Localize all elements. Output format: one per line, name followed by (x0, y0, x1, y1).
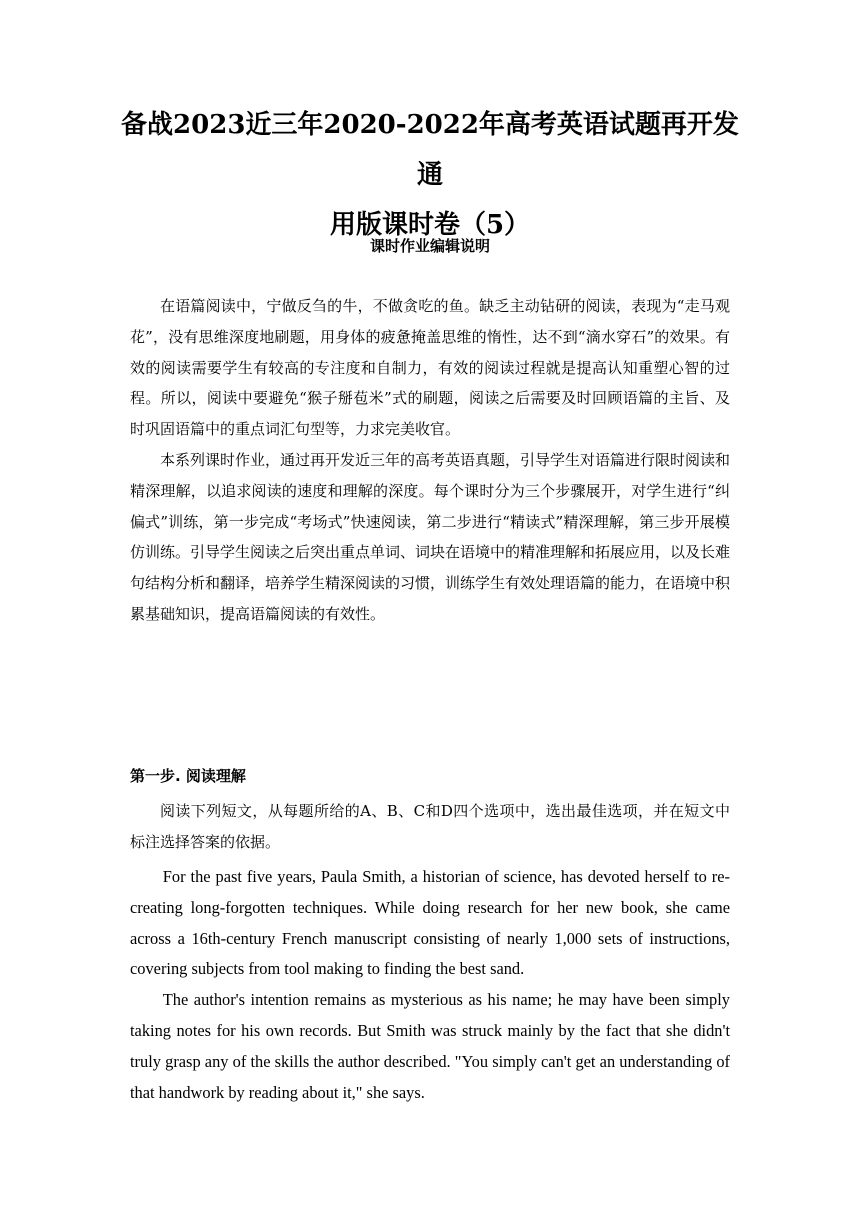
passage-paragraph: For the past five years, Paula Smith, a historian of science, has devoted herself to re-creating long-forgotten techniques. While doing research for her new book, she came across a 16th-century French manuscript consisting of nearly 1,000 sets of instructions, covering subjects from tool making to finding the best sand. (130, 867, 730, 979)
instruction-section (130, 796, 730, 858)
passage-paragraph: The author's intention remains as mysterious as his name; he may have been simply taking notes for his own records. But Smith was struck mainly by the fact that she didn't truly grasp any of the skills the author described. "You simply can't get an understanding of that handwork by reading about it," she says. (130, 990, 730, 1102)
editor-notes-heading: 课时作业编辑说明 (369, 237, 490, 255)
intro-section (130, 291, 730, 630)
intro-paragraph: 本系列课时作业，通过再开发近三年的高考英语真题，引导学生对语篇进行限时阅读和精深理解，以追求阅读的速度和理解的深度。每个课时分为三个步骤展开，对学生进行“纠偏式”训练，第一步完成“考场式”快速阅读，第二步进行“精读式”精深理解，第三步开展模仿训练。引导学生阅读之后突出重点单词、词块在语境中的精准理解和拓展应用，以及长难句结构分析和翻译，培养学生精深阅读的习惯，训练学生有效处理语篇的能力，在语境中积累基础知识，提高语篇阅读的有效性。 (130, 450, 731, 623)
section-title-step-1: 第一步. 阅读理解 (130, 767, 246, 785)
document-title (110, 100, 750, 250)
instruction-paragraph: 阅读下列短文，从每题所给的A、B、C和D四个选项中，选出最佳选项，并在短文中标注选择答案的依据。 (130, 802, 730, 851)
intro-paragraph: 在语篇阅读中，宁做反刍的牛，不做贪吃的鱼。缺乏主动钻研的阅读，表现为“走马观花”，没有思维深度地刷题，用身体的疲惫掩盖思维的惰性，达不到“滴水穿石”的效果。有效的阅读需要学生有较高的专注度和自制力，有效的阅读过程就是提高认知重塑心智的过程。所以，阅读中要避免“猴子掰苞米”式的刷题，阅读之后需要及时回顾语篇的主旨、及时巩固语篇中的重点词汇句型等，力求完美收官。 (130, 297, 730, 439)
title-line-1: 备战2023近三年2020-2022年高考英语试题再开发通 (121, 110, 739, 190)
title-line-2: 用版课时卷（5） (329, 210, 531, 240)
reading-passage (130, 862, 730, 1108)
